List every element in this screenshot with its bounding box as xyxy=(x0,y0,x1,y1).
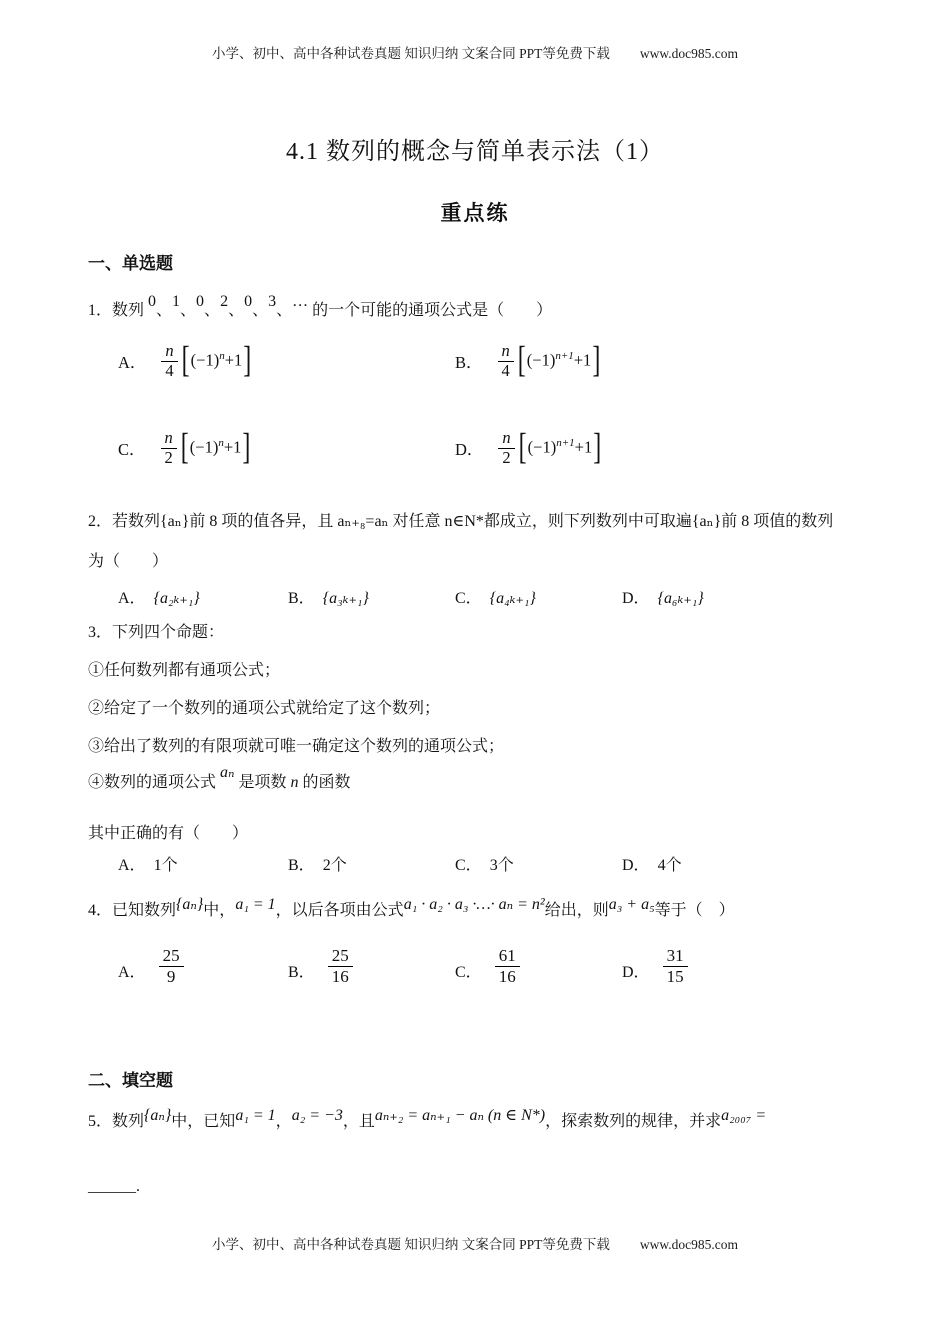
q1-option-d xyxy=(455,429,602,468)
seq-separator: 、 xyxy=(228,302,245,319)
seq-separator: 、 xyxy=(252,302,269,319)
q4-math: a₁ · a₂ · a₃ ·…· aₙ = n² xyxy=(403,896,545,913)
option-label: B． xyxy=(455,353,483,373)
seq-term: 3 xyxy=(268,293,277,310)
bracket-expression xyxy=(181,340,253,381)
left-bracket-icon: [ xyxy=(180,427,189,468)
q2-option-c xyxy=(455,585,536,608)
question-5-text xyxy=(88,1108,766,1131)
q5-math: {aₙ} xyxy=(144,1107,172,1124)
fraction xyxy=(159,946,184,986)
tail-term: +1 xyxy=(224,350,243,370)
q1-option-b xyxy=(455,342,601,381)
q5-text: ， xyxy=(275,1113,292,1130)
option-label: C． xyxy=(455,857,482,874)
q3-option-d xyxy=(622,852,682,875)
section-1-heading: 一、单选题 xyxy=(88,254,173,273)
seq-term: 1 xyxy=(172,293,181,310)
seq-term: 0 xyxy=(196,293,205,310)
q5-math: a₁ = 1 xyxy=(235,1107,276,1124)
seq-separator: 、 xyxy=(204,302,221,319)
fraction-numerator: n xyxy=(161,429,177,449)
option-value: 1个 xyxy=(153,857,178,874)
q3-question-line: 其中正确的有（ ） xyxy=(88,825,249,842)
bracket-expression xyxy=(517,340,602,381)
q1-sequence xyxy=(148,293,309,319)
seq-separator: 、 xyxy=(156,302,173,319)
option-value: 3个 xyxy=(489,857,514,874)
q5-text: 5．数列 xyxy=(88,1113,145,1130)
seq-separator: 、 xyxy=(276,302,293,319)
q3-option-b xyxy=(288,852,347,875)
q4-option-c xyxy=(455,946,523,986)
q4-option-d xyxy=(622,946,691,986)
tail-term: +1 xyxy=(573,350,592,370)
option-label: B． xyxy=(288,964,315,982)
base-term: (−1) xyxy=(527,437,557,457)
footer-text: 小学、初中、高中各种试卷真题 知识归纳 文案合同 PPT等免费下载 xyxy=(212,1237,610,1252)
fraction-numerator: n xyxy=(498,342,514,362)
right-bracket-icon: ] xyxy=(242,427,251,468)
tail-term: +1 xyxy=(574,437,593,457)
page-header xyxy=(0,42,950,62)
fraction-numerator: 25 xyxy=(328,946,353,967)
q4-text: 给出，则 xyxy=(544,902,609,919)
q5-math: a₂ = −3 xyxy=(291,1107,343,1124)
fraction-denominator: 2 xyxy=(502,447,511,467)
option-label: D． xyxy=(622,857,650,874)
q3-statement-3: ③给出了数列的有限项就可唯一确定这个数列的通项公式； xyxy=(88,738,505,755)
left-bracket-icon: [ xyxy=(181,340,190,381)
option-label: A． xyxy=(118,857,146,874)
q4-math: a₃ + a₅ xyxy=(608,896,655,913)
fraction xyxy=(498,429,514,468)
exponent: n+1 xyxy=(556,436,575,449)
right-bracket-icon: ] xyxy=(243,340,252,381)
q4-option-a xyxy=(118,946,187,986)
q2-option-d xyxy=(622,585,704,608)
q1-option-c xyxy=(118,429,251,468)
base-term: (−1) xyxy=(190,350,220,370)
fraction xyxy=(495,946,520,986)
fraction-denominator: 2 xyxy=(164,447,173,467)
option-value: {a₆ₖ₊₁} xyxy=(657,590,704,607)
q4-text: 中， xyxy=(203,902,236,919)
q1-prefix: 1．数列 xyxy=(88,302,145,319)
footer-url-link[interactable]: www.doc985.com xyxy=(639,1237,738,1252)
option-value: 2个 xyxy=(322,857,347,874)
header-url-link[interactable]: www.doc985.com xyxy=(639,46,738,61)
option-label: A． xyxy=(118,353,147,373)
option-label: D． xyxy=(622,590,650,607)
q1-option-a xyxy=(118,342,252,381)
q5-text: ，且 xyxy=(342,1113,375,1130)
q4-option-b xyxy=(288,946,356,986)
fraction-denominator: 15 xyxy=(666,966,684,986)
fraction-numerator: 61 xyxy=(495,946,520,967)
fraction-denominator: 4 xyxy=(165,360,174,380)
base-term: (−1) xyxy=(526,350,556,370)
fraction xyxy=(161,429,177,468)
q4-text: 等于（ ） xyxy=(654,902,735,919)
seq-term: 0 xyxy=(244,293,253,310)
section-2-heading: 二、填空题 xyxy=(88,1071,173,1090)
fraction xyxy=(663,946,688,986)
option-label: B． xyxy=(288,590,315,607)
fraction-denominator: 9 xyxy=(166,966,176,986)
q4-math: {aₙ} xyxy=(176,896,204,913)
question-1-text xyxy=(88,293,553,320)
fraction-numerator: 25 xyxy=(159,946,184,967)
q5-text: 中，已知 xyxy=(171,1113,236,1130)
q2-option-b xyxy=(288,585,369,608)
statement-4-prefix: ④数列的通项公式 xyxy=(88,774,217,791)
right-bracket-icon: ] xyxy=(592,340,601,381)
option-value: {a₂ₖ₊₁} xyxy=(153,590,200,607)
q5-math: aₙ₊₂ = aₙ₊₁ − aₙ (n ∈ N*) xyxy=(374,1107,546,1124)
option-value: {a₃ₖ₊₁} xyxy=(322,590,369,607)
option-label: C． xyxy=(455,964,482,982)
option-label: A． xyxy=(118,964,146,982)
option-value: 4个 xyxy=(657,857,682,874)
q5-text: ，探索数列的规律，并求 xyxy=(545,1113,722,1130)
left-bracket-icon: [ xyxy=(518,427,527,468)
q1-suffix: 的一个可能的通项公式是（ ） xyxy=(312,302,553,319)
option-label: A． xyxy=(118,590,146,607)
fraction xyxy=(328,946,353,986)
q2-option-a xyxy=(118,585,200,608)
option-label: B． xyxy=(288,857,315,874)
fraction xyxy=(498,342,514,381)
fraction xyxy=(161,342,177,381)
statement-4-suffix: 的函数 xyxy=(298,774,351,791)
q3-option-a xyxy=(118,852,178,875)
statement-4-mid: 是项数 xyxy=(238,774,291,791)
question-4-text xyxy=(88,897,735,920)
page-title: 4.1 数列的概念与简单表示法（1） xyxy=(286,139,664,165)
seq-separator: 、 xyxy=(180,302,197,319)
base-term: (−1) xyxy=(189,437,219,457)
page-footer xyxy=(0,1233,950,1253)
option-label: D． xyxy=(455,440,484,460)
q5-math: a₂₀₀₇ = xyxy=(721,1107,767,1124)
q3-statement-1: ①任何数列都有通项公式； xyxy=(88,662,281,679)
q3-option-c xyxy=(455,852,514,875)
fraction-numerator: n xyxy=(498,429,514,449)
option-value: {a₄ₖ₊₁} xyxy=(489,590,536,607)
statement-4-variable: n xyxy=(290,774,299,791)
fraction-numerator: 31 xyxy=(663,946,688,967)
q4-text: 4．已知数列 xyxy=(88,902,177,919)
fraction-numerator: n xyxy=(161,342,177,362)
option-label: C． xyxy=(118,440,146,460)
question-2-text-line1: 2．若数列{aₙ}前 8 项的值各异，且 aₙ₊₈=aₙ 对任意 n∈N*都成立，则下列数列中可取遍{aₙ}前 8 项值的数列 xyxy=(88,513,834,530)
statement-4-math: aₙ xyxy=(220,764,235,781)
left-bracket-icon: [ xyxy=(517,340,526,381)
bracket-expression xyxy=(180,427,252,468)
fraction-denominator: 16 xyxy=(331,966,349,986)
exponent: n+1 xyxy=(555,349,574,362)
option-label: C． xyxy=(455,590,482,607)
page-subtitle: 重点练 xyxy=(440,201,510,225)
fraction-denominator: 4 xyxy=(501,360,510,380)
exponent: n xyxy=(218,436,224,449)
q3-statement-4 xyxy=(88,764,351,792)
exponent: n xyxy=(219,349,225,362)
q3-statement-2: ②给定了一个数列的通项公式就给定了这个数列； xyxy=(88,700,441,717)
question-2-text-line2: 为（ ） xyxy=(88,553,169,570)
question-3-text: 3．下列四个命题： xyxy=(88,624,225,641)
seq-term: 0 xyxy=(148,293,157,310)
q4-math: a₁ = 1 xyxy=(235,896,276,913)
q4-text: ，以后各项由公式 xyxy=(275,902,404,919)
fraction-denominator: 16 xyxy=(498,966,516,986)
header-text: 小学、初中、高中各种试卷真题 知识归纳 文案合同 PPT等免费下载 xyxy=(212,46,610,61)
right-bracket-icon: ] xyxy=(593,427,602,468)
q5-answer-blank: ______. xyxy=(88,1178,140,1195)
seq-ellipsis: … xyxy=(292,293,309,310)
tail-term: +1 xyxy=(223,437,242,457)
bracket-expression xyxy=(518,427,603,468)
option-label: D． xyxy=(622,964,650,982)
seq-term: 2 xyxy=(220,293,229,310)
